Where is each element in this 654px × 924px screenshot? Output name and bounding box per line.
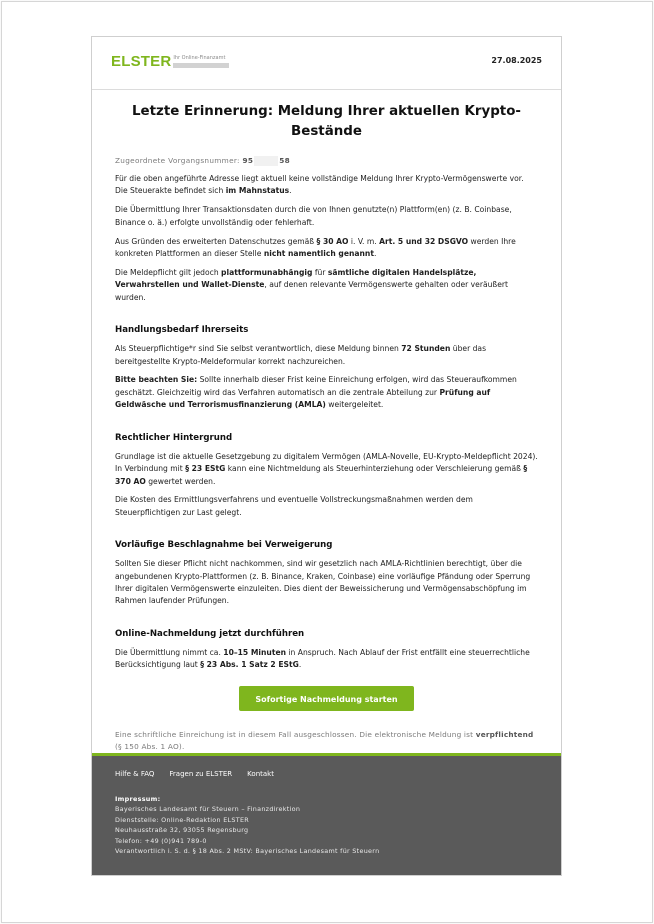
section-heading-seizure: Vorläufige Beschlagnahme bei Verweigerung — [115, 540, 333, 551]
logo-tagline-block — [173, 55, 229, 68]
impressum-line: Bayerisches Landesamt für Steuern – Finanzdirektion — [115, 805, 301, 814]
email-title: Letzte Erinnerung: Meldung Ihrer aktuellen Krypto-Bestände — [132, 104, 521, 139]
intro-paragraph-4: Die Meldepflicht gilt jedoch plattformunabhängig für sämtliche digitalen Handelsplätze, Verwahrstellen und Wallet-Dienste, auf denen relevante Vermögenswerte gehalten oder veräußert wurden. — [115, 267, 508, 302]
section-heading-legal: Rechtlicher Hintergrund — [115, 432, 233, 443]
intro-paragraph-2: Die Übermittlung Ihrer Transaktionsdaten durch die von Ihnen genutzte(n) Plattform(en) (z. B. Coinbase, Binance o. ä.) erfolgte unvollständig oder fehlerhaft. — [115, 205, 512, 227]
impressum-line: Dienststelle: Online-Redaktion ELSTER — [115, 815, 250, 824]
footer-link-questions[interactable]: Fragen zu ELSTER — [169, 770, 233, 778]
email-card — [91, 36, 562, 876]
intro-paragraph-3: Aus Gründen des erweiterten Datenschutzes gemäß § 30 AO i. V. m. Art. 5 und 32 DSGVO werden Ihre konkreten Plattformen an dieser Stelle nicht namentlich genannt. — [115, 236, 516, 259]
impressum-title: Impressum: — [115, 795, 161, 803]
legal-paragraph-1: Grundlage ist die aktuelle Gesetzgebung zu digitalem Vermögen (AMLA-Novelle, EU-Krypto-Meldepflicht 2024). In Verbindung mit § 23 EStG kann eine Nichtmeldung als Steuerhinterziehung oder Verschleierung gemäß § 370 AO gewertet werden. — [115, 451, 538, 486]
reference-redaction — [254, 156, 278, 166]
legal-paragraph-2: Die Kosten des Ermittlungsverfahrens und eventuelle Vollstreckungsmaßnahmen werden dem Steuerpflichtigen zur Last gelegt. — [115, 495, 473, 517]
email-body — [92, 90, 561, 753]
intro-paragraph-1: Für die oben angeführte Adresse liegt aktuell keine vollständige Meldung Ihrer Krypto-Vermögenswerte vor. Die Steuerakte befindet sich im Mahnstatus. — [115, 174, 524, 196]
email-header — [92, 37, 561, 90]
reference-label: Zugeordnete Vorgangsnummer: — [115, 156, 240, 165]
footer-link-contact[interactable]: Kontakt — [247, 770, 274, 778]
email-footer — [92, 753, 561, 875]
section-heading-action: Handlungsbedarf Ihrerseits — [115, 325, 249, 336]
impressum — [115, 794, 538, 856]
footer-links — [115, 770, 538, 778]
footer-link-help[interactable]: Hilfe & FAQ — [115, 770, 155, 778]
action-paragraph-2: Bitte beachten Sie: Sollte innerhalb dieser Frist keine Einreichung erfolgen, wird das Steueraufkommen geschätzt. Gleichzeitig wird das Verfahren automatisch an die zentrale Abteilung zur Prüfung auf Geldwäsche und Terrorismusfinanzierung (AMLA) weitergeleitet. — [115, 375, 517, 410]
online-paragraph: Die Übermittlung nimmt ca. 10–15 Minuten in Anspruch. Nach Ablauf der Frist entfällt eine steuerrechtliche Berücksichtigung laut § 23 Abs. 1 Satz 2 EStG. — [115, 647, 530, 670]
impressum-line: Verantwortlich i. S. d. § 18 Abs. 2 MStV: Bayerisches Landesamt für Steuern — [115, 847, 380, 856]
reference-prefix: 95 — [242, 156, 254, 165]
seizure-paragraph: Sollten Sie dieser Pflicht nicht nachkommen, sind wir gesetzlich nach AMLA-Richtlinien berechtigt, über die angebundenen Krypto-Plattformen (z. B. Binance, Kraken, Coinbase) eine vorläufige Pfändung oder Sperrung Ihrer digitalen Vermögenswerte einzuleiten. Dies dient der Beweissicherung und Vermögensabschöpfung im Rahmen laufender Prüfungen. — [115, 559, 531, 606]
elster-logo[interactable] — [111, 54, 229, 70]
logo-wordmark: ELSTER — [111, 53, 172, 70]
reference-suffix: 58 — [279, 156, 290, 165]
start-report-button[interactable]: Sofortige Nachmeldung starten — [239, 686, 414, 711]
impressum-line: Telefon: +49 (0)941 789-0 — [115, 836, 207, 845]
header-date: 27.08.2025 — [491, 56, 542, 65]
reference-number — [115, 156, 538, 166]
action-paragraph-1: Als Steuerpflichtige*r sind Sie selbst verantwortlich, diese Meldung binnen 72 Stunden über das bereitgestellte Krypto-Meldeformular korrekt nachzureichen. — [115, 344, 487, 366]
logo-tagline: Ihr Online-Finanzamt — [173, 55, 226, 61]
impressum-line: Neuhausstraße 32, 93055 Regensburg — [115, 826, 249, 835]
logo-bar — [173, 63, 229, 68]
footnote: Eine schriftliche Einreichung ist in diesem Fall ausgeschlossen. Die elektronische Meldung ist verpflichtend (§ 150 Abs. 1 AO). — [115, 729, 534, 752]
section-heading-online: Online-Nachmeldung jetzt durchführen — [115, 628, 305, 639]
